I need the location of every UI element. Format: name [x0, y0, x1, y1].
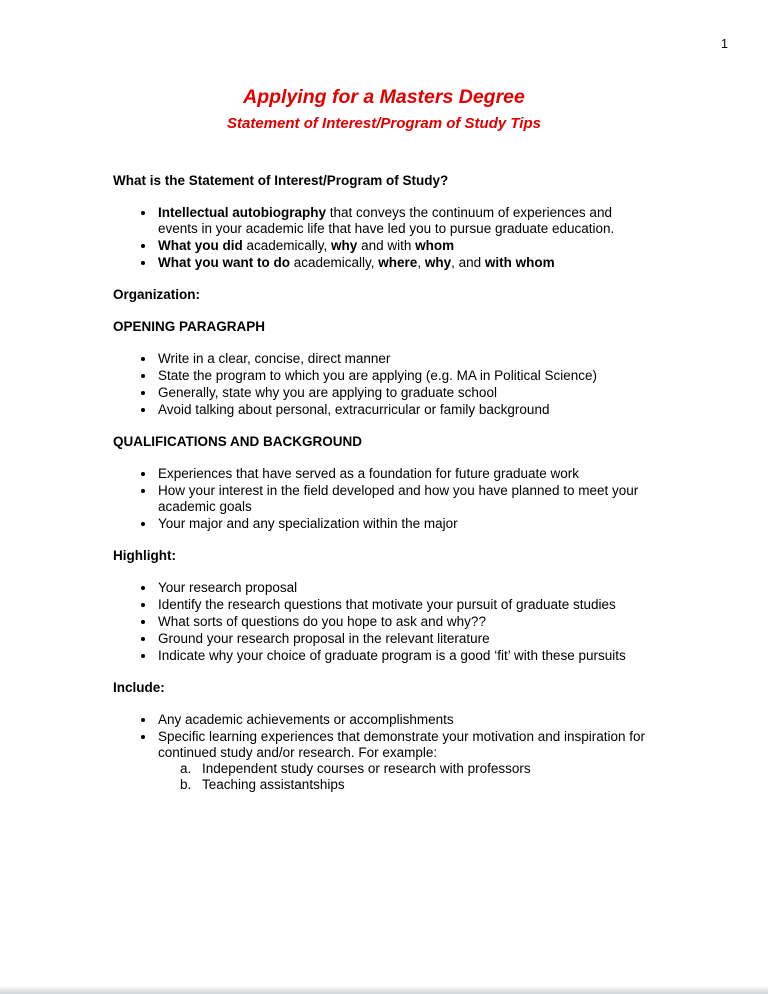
section-heading-organization: Organization:: [113, 287, 200, 302]
bullet-list-opening-paragraph: [113, 351, 655, 418]
section-heading-qualifications: QUALIFICATIONS AND BACKGROUND: [113, 434, 362, 449]
bullet-item: • What you did academically, why and with whom: [156, 238, 655, 254]
page-bottom-edge: [0, 986, 768, 994]
bullet-item: • Identify the research questions that motivate your pursuit of graduate studies: [156, 597, 655, 613]
bullet-list-highlight: [113, 580, 655, 664]
section-heading-opening-paragraph: OPENING PARAGRAPH: [113, 319, 266, 334]
section-heading-what-is: What is the Statement of Interest/Program of Study?: [113, 173, 449, 188]
bullet-item: • How your interest in the field developed and how you have planned to meet your academic goals: [156, 483, 655, 515]
doc-title: Applying for a Masters Degree: [243, 86, 525, 108]
bullet-item: • Indicate why your choice of graduate program is a good ‘fit’ with these pursuits: [156, 648, 655, 664]
bullet-item: • Generally, state why you are applying to graduate school: [156, 385, 655, 401]
sub-item: [180, 761, 655, 777]
bullet-item: • Your major and any specialization within the major: [156, 516, 655, 532]
sub-item-marker: a.: [180, 761, 192, 776]
bullet-item: • Avoid talking about personal, extracurricular or family background: [156, 402, 655, 418]
bullet-list-what-is: [113, 205, 655, 271]
bullet-item: • Ground your research proposal in the relevant literature: [156, 631, 655, 647]
bullet-item: [156, 729, 655, 793]
bullet-text: Specific learning experiences that demonstrate your motivation and inspiration for continued study and/or research. For example:: [158, 729, 646, 760]
bullet-list-include: [113, 712, 655, 793]
bullet-item: • State the program to which you are applying (e.g. MA in Political Science): [156, 368, 655, 384]
bullet-item: • What you want to do academically, where, why, and with whom: [156, 255, 655, 271]
sub-item-text: Independent study courses or research with professors: [202, 761, 531, 776]
page-number: 1: [721, 37, 728, 51]
bullet-list-qualifications: [113, 466, 655, 532]
bullet-item: • Intellectual autobiography that conveys the continuum of experiences and events in your academic life that have led you to pursue graduate education.: [156, 205, 655, 237]
bullet-item: • What sorts of questions do you hope to ask and why??: [156, 614, 655, 630]
sub-item: [180, 777, 655, 793]
bullet-item: • Your research proposal: [156, 580, 655, 596]
section-heading-highlight: Highlight:: [113, 548, 176, 563]
bullet-item: • Write in a clear, concise, direct manner: [156, 351, 655, 367]
lettered-sub-list: [180, 761, 655, 793]
section-heading-include: Include:: [113, 680, 165, 695]
bullet-item: • Any academic achievements or accomplishments: [156, 712, 655, 728]
bullet-item: • Experiences that have served as a foundation for future graduate work: [156, 466, 655, 482]
sub-item-text: Teaching assistantships: [202, 777, 345, 792]
sub-item-marker: b.: [180, 777, 192, 792]
doc-subtitle: Statement of Interest/Program of Study Tips: [227, 115, 541, 132]
